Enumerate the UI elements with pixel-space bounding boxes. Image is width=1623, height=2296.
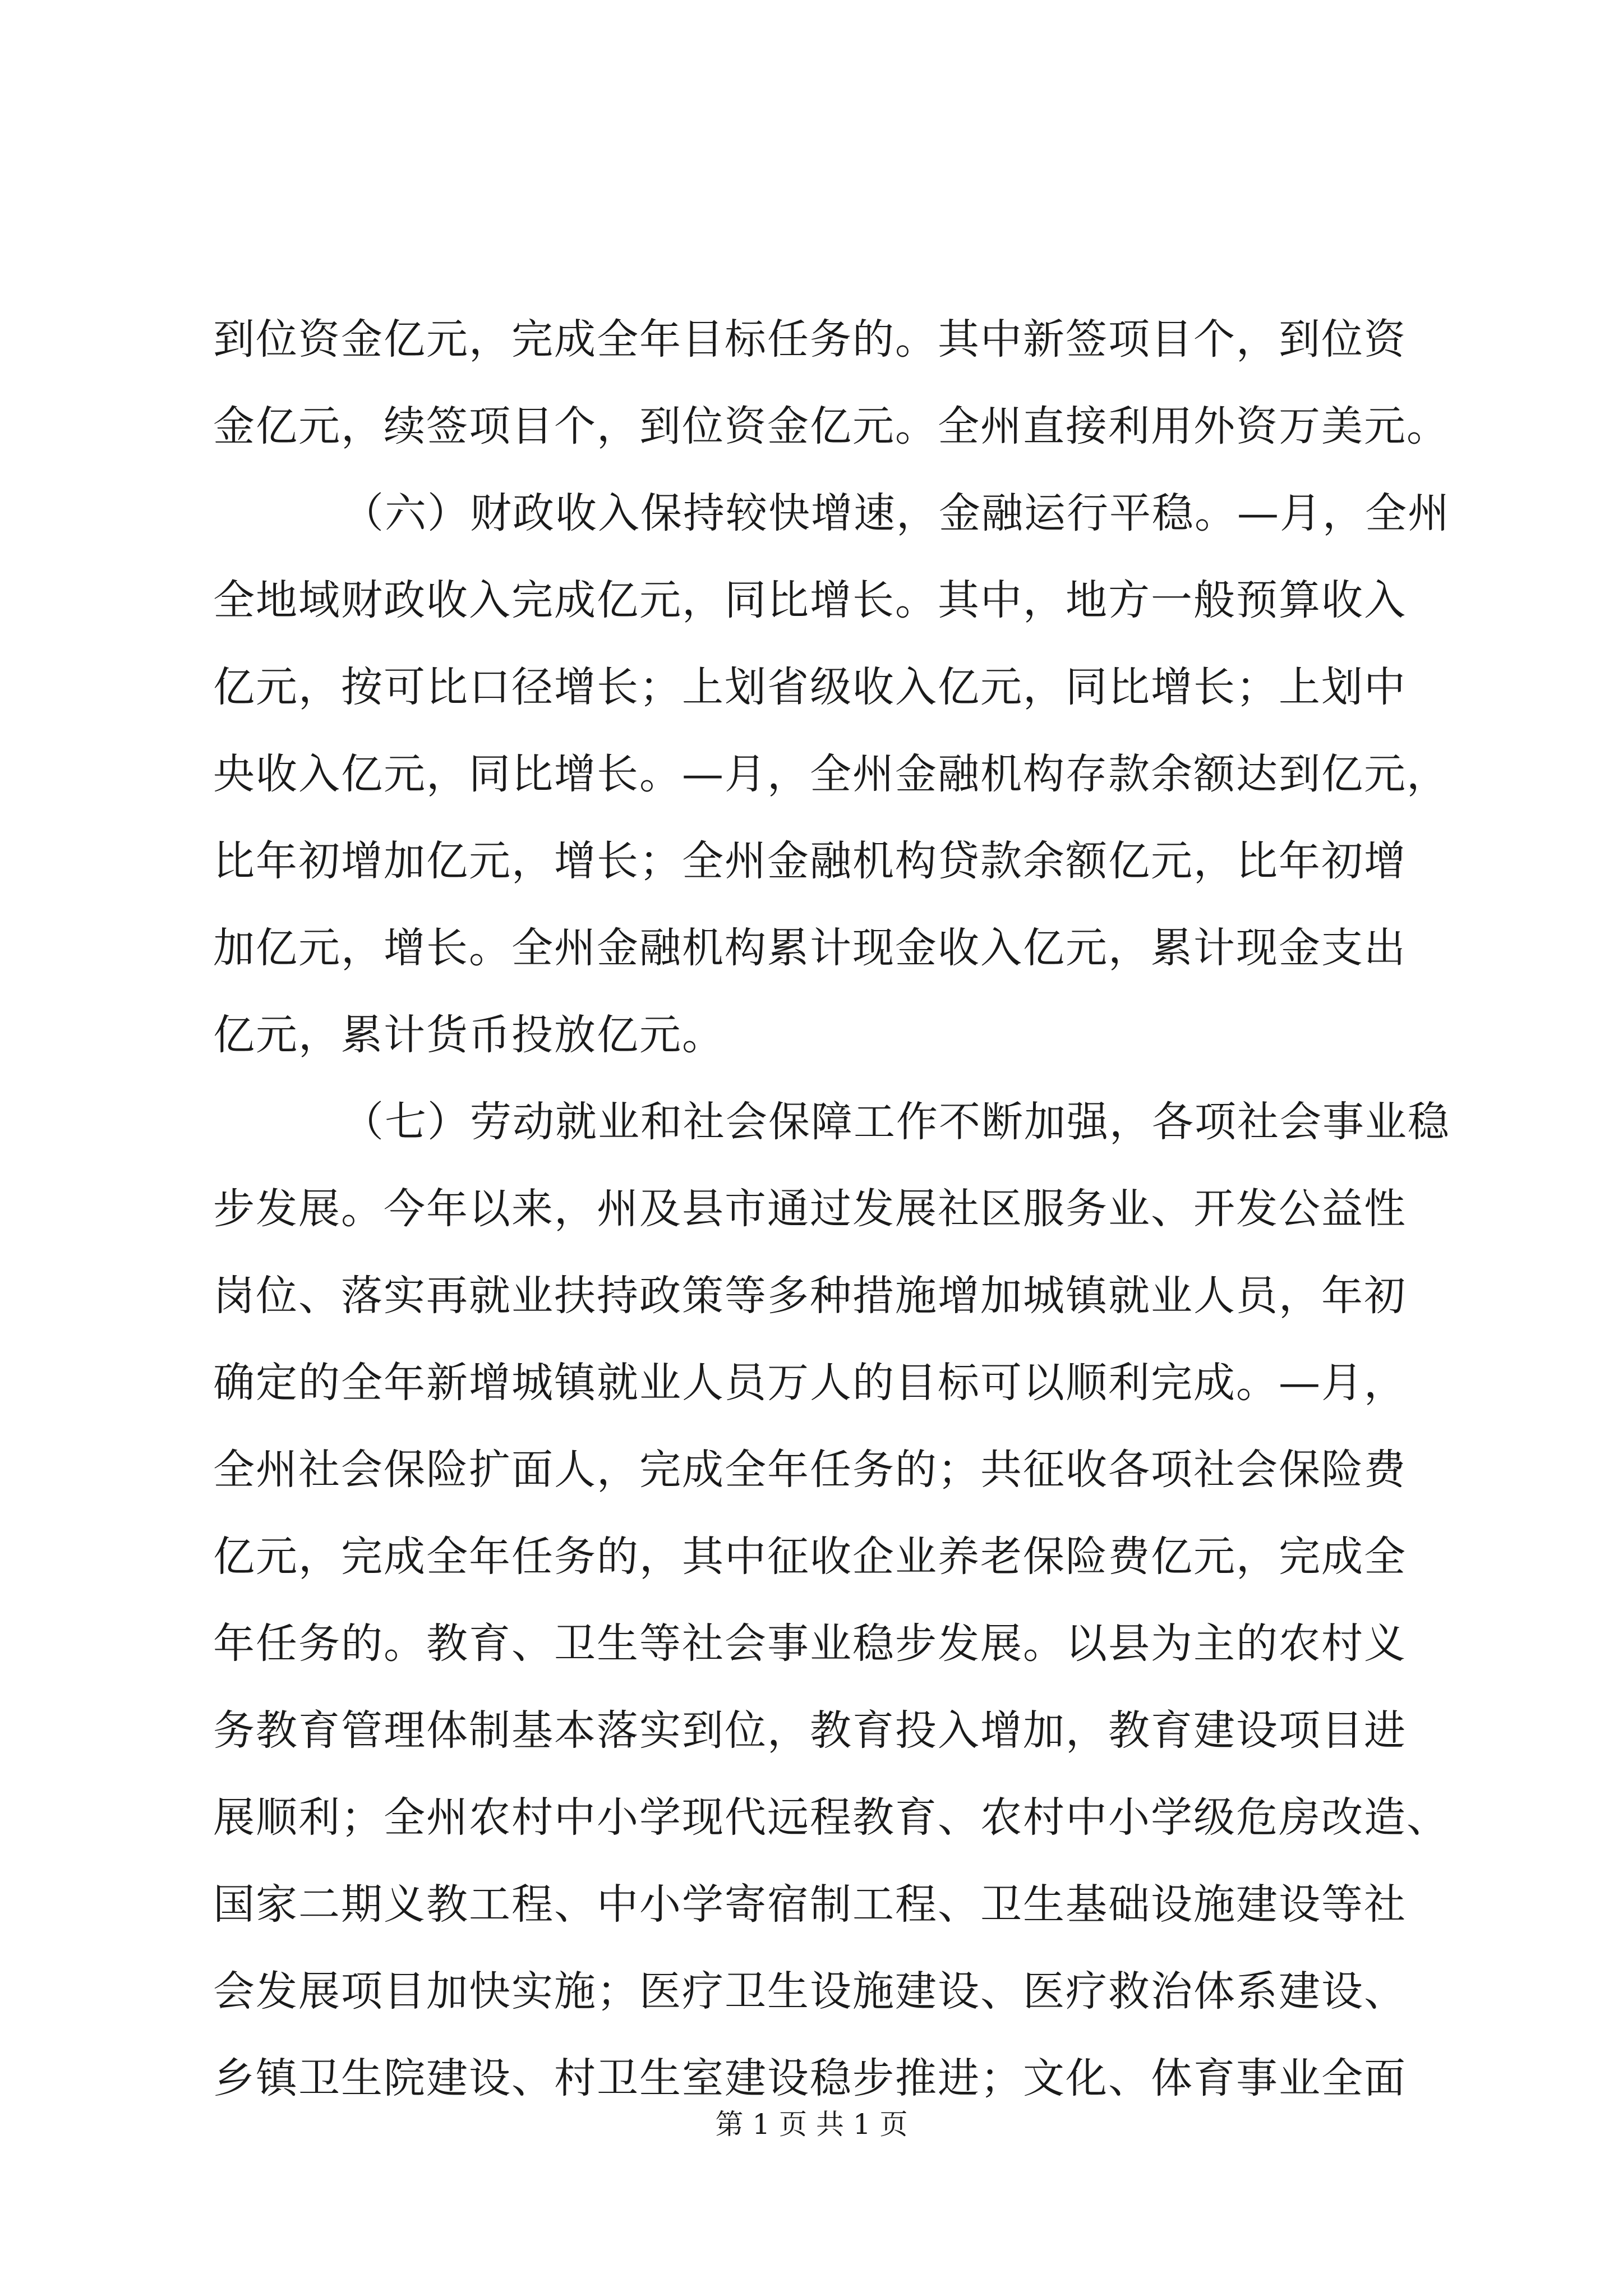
text-line-14: 全州社会保险扩面人，完成全年任务的；共征收各项社会保险费 (213, 1446, 1407, 1494)
text-line-12: 岗位、落实再就业扶持政策等多种措施增加城镇就业人员，年初 (213, 1272, 1407, 1320)
text-line-5: 亿元，按可比口径增长；上划省级收入亿元，同比增长；上划中 (213, 663, 1407, 711)
text-line-8: 加亿元，增长。全州金融机构累计现金收入亿元，累计现金支出 (213, 924, 1407, 972)
text-line-21: 乡镇卫生院建设、村卫生室建设稳步推进；文化、体育事业全面 (213, 2054, 1407, 2102)
text-line-10: （七）劳动就业和社会保障工作不断加强，各项社会事业稳 (342, 1098, 1450, 1146)
page-footer (0, 2105, 1623, 2144)
text-line-20: 会发展项目加快实施；医疗卫生设施建设、医疗救治体系建设、 (213, 1967, 1407, 2016)
page-number-label: 第 1 页 共 1 页 (715, 2108, 908, 2141)
text-line-1: 到位资金亿元，完成全年目标任务的。其中新签项目个，到位资 (213, 315, 1407, 364)
text-line-18: 展顺利；全州农村中小学现代远程教育、农村中小学级危房改造、 (213, 1793, 1449, 1842)
text-line-4: 全地域财政收入完成亿元，同比增长。其中，地方一般预算收入 (213, 576, 1407, 624)
text-line-15: 亿元，完成全年任务的，其中征收企业养老保险费亿元，完成全 (213, 1533, 1407, 1581)
text-line-17: 务教育管理体制基本落实到位，教育投入增加，教育建设项目进 (213, 1706, 1407, 1755)
text-line-6: 央收入亿元，同比增长。—月，全州金融机构存款余额达到亿元， (213, 750, 1449, 798)
text-line-3: （六）财政收入保持较快增速，金融运行平稳。—月，全州 (342, 489, 1450, 537)
text-line-16: 年任务的。教育、卫生等社会事业稳步发展。以县为主的农村义 (213, 1619, 1407, 1668)
body-text (213, 296, 1450, 2122)
text-line-13: 确定的全年新增城镇就业人员万人的目标可以顺利完成。—月， (213, 1359, 1407, 1407)
text-line-7: 比年初增加亿元，增长；全州金融机构贷款余额亿元，比年初增 (213, 837, 1407, 885)
text-line-9: 亿元，累计货币投放亿元。 (213, 1011, 725, 1059)
text-line-11: 步发展。今年以来，州及县市通过发展社区服务业、开发公益性 (213, 1185, 1407, 1233)
text-line-2: 金亿元，续签项目个，到位资金亿元。全州直接利用外资万美元。 (213, 402, 1449, 450)
text-line-19: 国家二期义教工程、中小学寄宿制工程、卫生基础设施建设等社 (213, 1880, 1407, 1929)
